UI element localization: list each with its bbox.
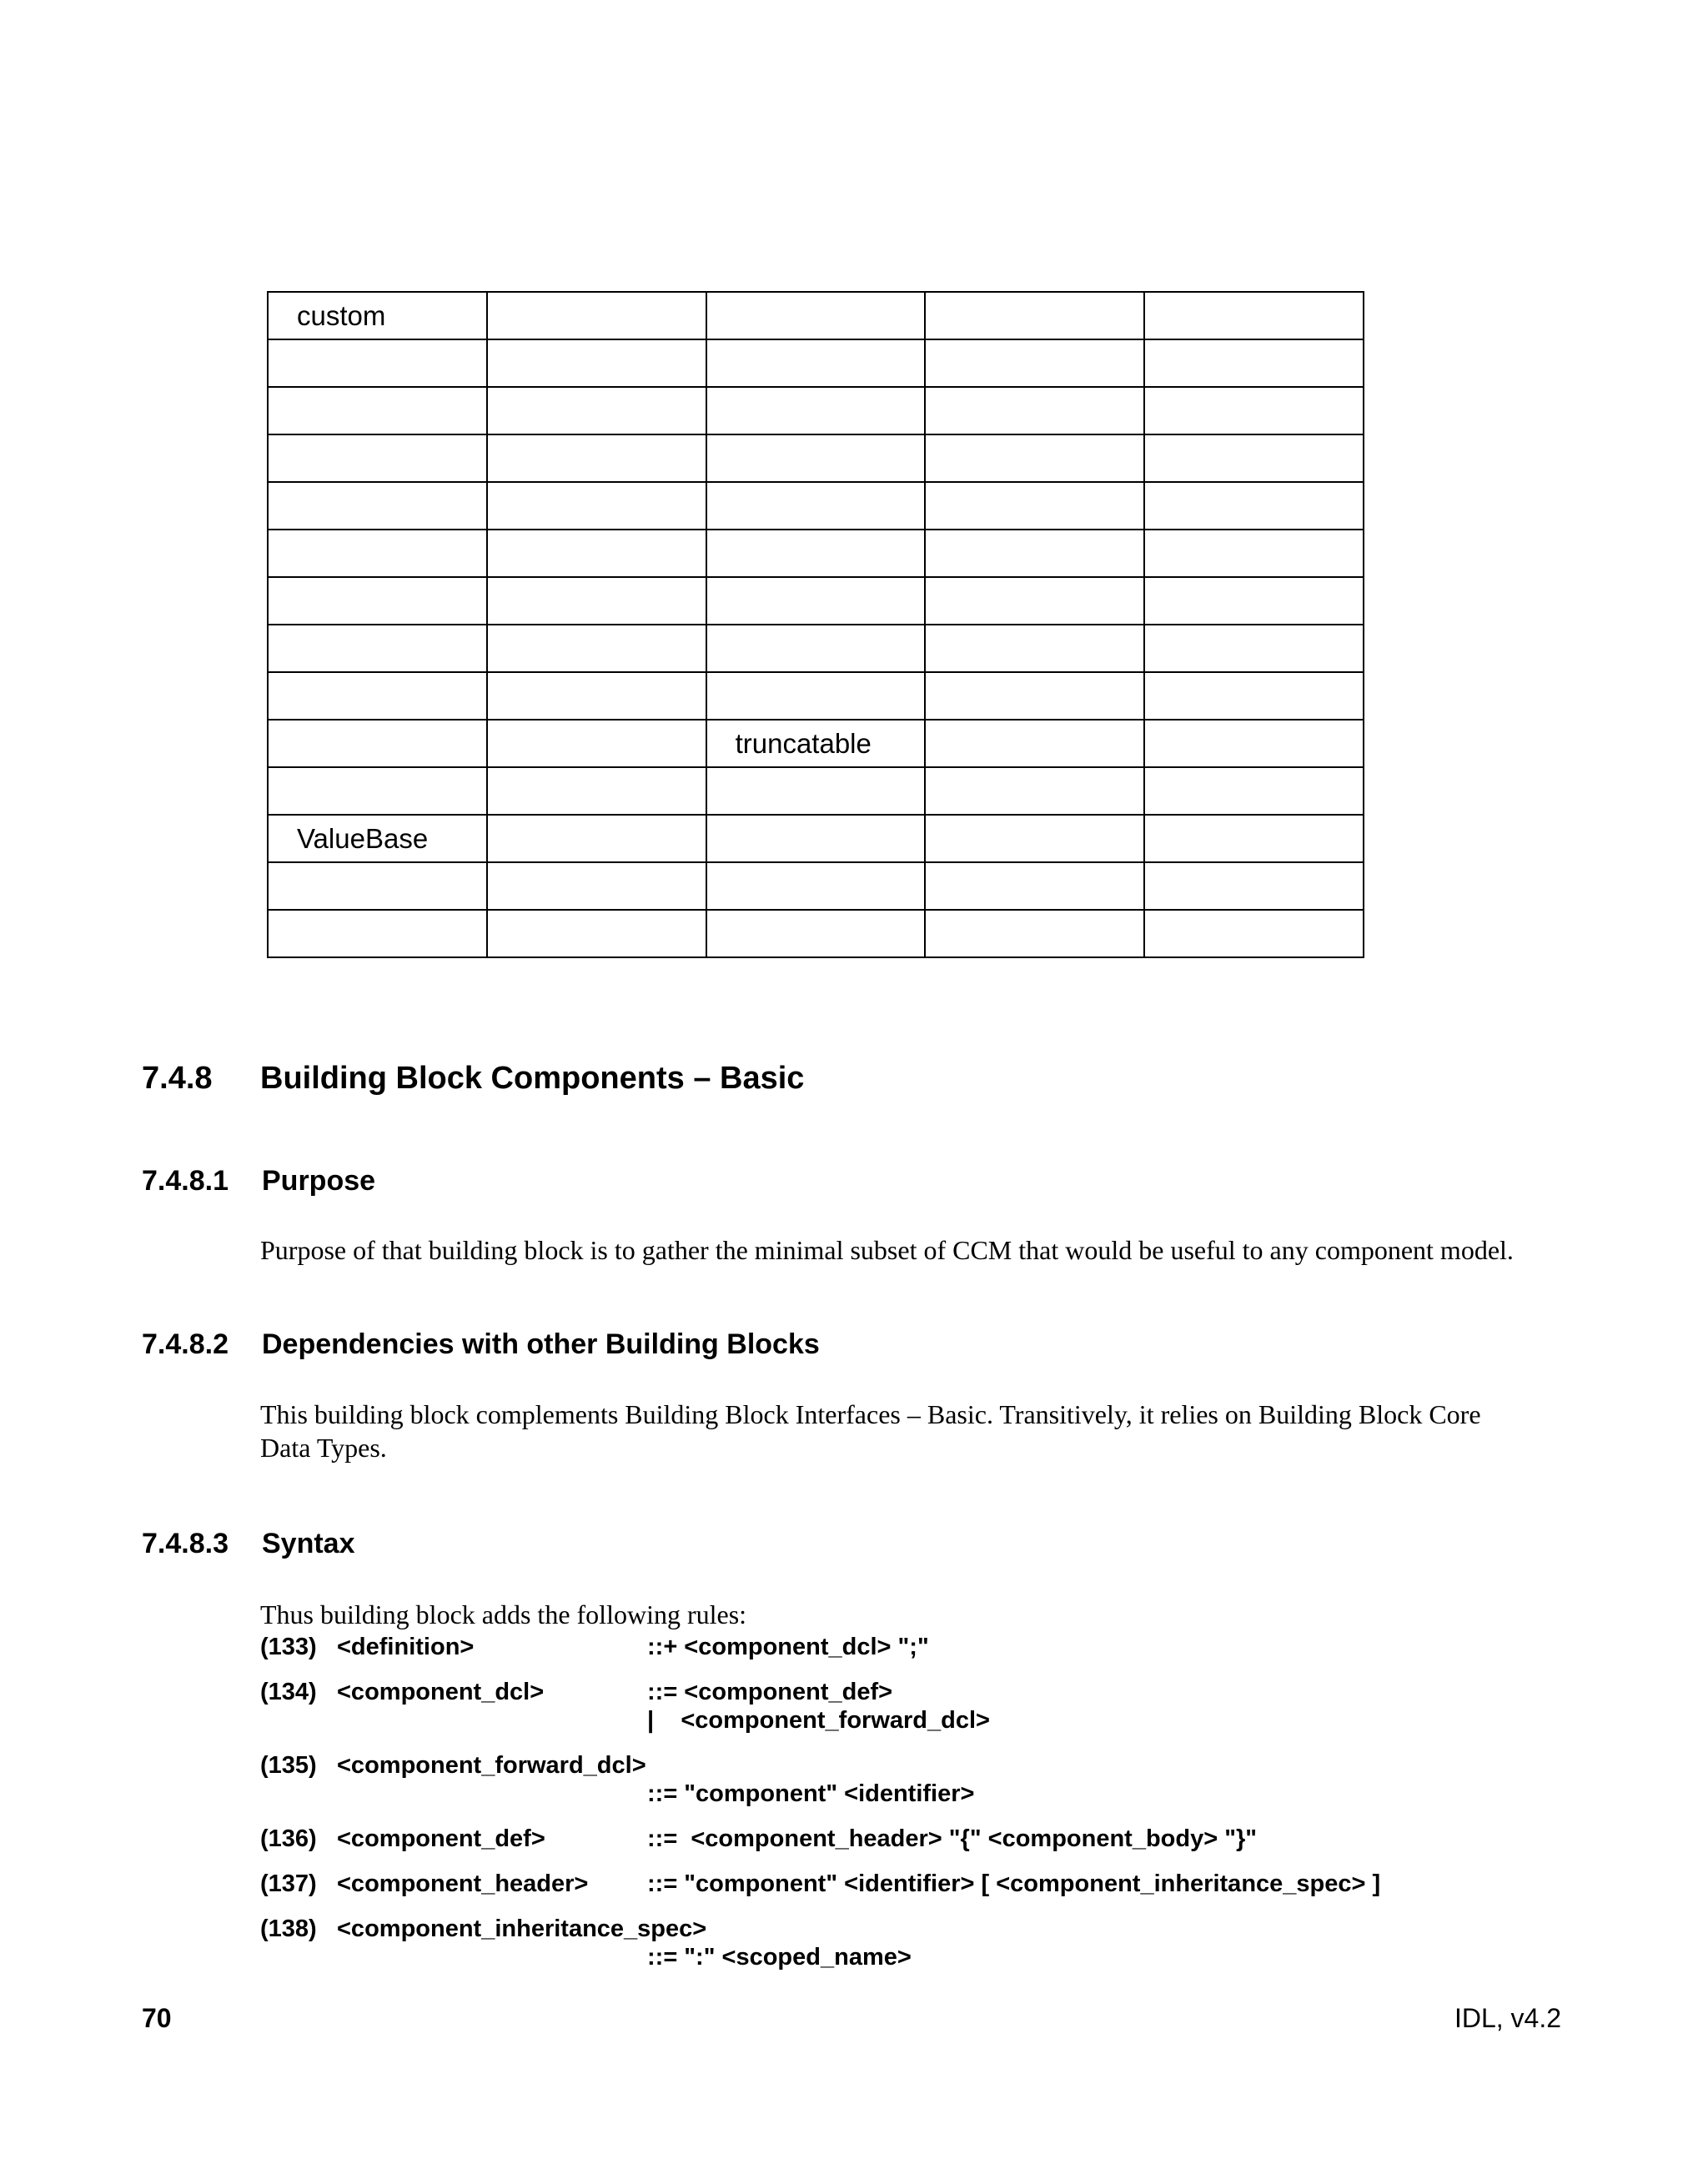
- table-cell: [706, 482, 926, 530]
- table-cell: [268, 720, 487, 767]
- table-cell: [487, 767, 706, 815]
- table-cell: [268, 767, 487, 815]
- table-cell: [1144, 672, 1364, 720]
- table-cell: [487, 862, 706, 910]
- table-cell: [268, 482, 487, 530]
- table-cell: [925, 815, 1144, 862]
- section-title: Building Block Components – Basic: [260, 1061, 805, 1096]
- table-cell: [1144, 720, 1364, 767]
- table-row: [268, 862, 1364, 910]
- table-cell: [268, 530, 487, 577]
- table-cell: [268, 672, 487, 720]
- syntax-heading: [142, 1528, 355, 1560]
- table-cell: [706, 767, 926, 815]
- table-cell: [268, 625, 487, 672]
- table-cell: [1144, 387, 1364, 434]
- table-row: [268, 387, 1364, 434]
- table-cell: [925, 482, 1144, 530]
- dependencies-number: 7.4.8.2: [142, 1328, 229, 1360]
- table-cell: [706, 530, 926, 577]
- table-cell: [487, 672, 706, 720]
- table-cell: [1144, 625, 1364, 672]
- table-cell: [706, 434, 926, 482]
- page-number: 70: [142, 2003, 172, 2033]
- table-cell: [268, 339, 487, 387]
- dependencies-line-1: This building block complements Building Block Interfaces – Basic. Transitively, it relies on Building Block Core: [260, 1399, 1481, 1429]
- table-cell: [925, 577, 1144, 625]
- rule-number: (137): [260, 1870, 317, 1897]
- table-cell: [487, 482, 706, 530]
- table-cell: [706, 577, 926, 625]
- dependencies-title: Dependencies with other Building Blocks: [262, 1328, 820, 1360]
- rule-number: (135): [260, 1752, 317, 1779]
- rule-continuation: ::= "component" <identifier>: [647, 1780, 975, 1807]
- table-cell: truncatable: [706, 720, 926, 767]
- table-cell: [268, 387, 487, 434]
- table-cell: [925, 910, 1144, 957]
- table-cell: [268, 862, 487, 910]
- table-cell: [487, 434, 706, 482]
- table-cell: [706, 339, 926, 387]
- table-cell: [1144, 434, 1364, 482]
- table-cell: [487, 292, 706, 339]
- table-cell: [925, 720, 1144, 767]
- table-cell: [1144, 482, 1364, 530]
- table-cell: [706, 815, 926, 862]
- table-cell: [1144, 815, 1364, 862]
- table-cell: [925, 767, 1144, 815]
- table-row: [268, 434, 1364, 482]
- rule-number: (133): [260, 1634, 317, 1660]
- table-cell: [1144, 339, 1364, 387]
- table-row: [268, 910, 1364, 957]
- purpose-number: 7.4.8.1: [142, 1165, 229, 1197]
- dependencies-heading: [142, 1328, 820, 1361]
- table-cell: [925, 434, 1144, 482]
- syntax-number: 7.4.8.3: [142, 1528, 229, 1559]
- table-cell: [487, 815, 706, 862]
- table-cell: [706, 672, 926, 720]
- section-heading: [142, 1061, 804, 1097]
- table-row: [268, 625, 1364, 672]
- table-cell: [1144, 910, 1364, 957]
- table-cell: [1144, 530, 1364, 577]
- rule-number: (136): [260, 1825, 317, 1852]
- table-cell: [487, 530, 706, 577]
- table-cell: [268, 434, 487, 482]
- rule-definition: ::+ <component_dcl> ";": [647, 1634, 929, 1660]
- section-number: 7.4.8: [142, 1061, 213, 1096]
- rule-continuation: ::= ":" <scoped_name>: [647, 1944, 912, 1971]
- table-cell: [487, 387, 706, 434]
- syntax-title: Syntax: [262, 1528, 355, 1559]
- purpose-paragraph: Purpose of that building block is to gather the minimal subset of CCM that would be useful to any component model.: [260, 1235, 1514, 1265]
- table-cell: [706, 862, 926, 910]
- table-cell: [1144, 767, 1364, 815]
- keyword-table: [267, 291, 1364, 958]
- table-cell: [268, 910, 487, 957]
- rule-number: (138): [260, 1915, 317, 1942]
- table-cell: [1144, 577, 1364, 625]
- table-row: [268, 720, 1364, 767]
- table-cell: [925, 339, 1144, 387]
- table-row: [268, 672, 1364, 720]
- table-cell: [487, 577, 706, 625]
- table-cell: [925, 862, 1144, 910]
- table-cell: [706, 387, 926, 434]
- table-row: [268, 815, 1364, 862]
- table-cell: [487, 910, 706, 957]
- rule-continuation: | <component_forward_dcl>: [647, 1707, 990, 1734]
- table-cell: custom: [268, 292, 487, 339]
- table-cell: [925, 292, 1144, 339]
- table-row: [268, 530, 1364, 577]
- document-id: IDL, v4.2: [1454, 2003, 1561, 2033]
- table-cell: [925, 387, 1144, 434]
- rule-definition: ::= <component_def>: [647, 1679, 893, 1705]
- table-cell: [1144, 862, 1364, 910]
- table-row: [268, 577, 1364, 625]
- table-cell: [487, 625, 706, 672]
- rule-name: <component_header>: [337, 1870, 589, 1897]
- syntax-intro: Thus building block adds the following rules:: [260, 1599, 747, 1629]
- table-cell: [487, 339, 706, 387]
- table-row: [268, 767, 1364, 815]
- rule-number: (134): [260, 1679, 317, 1705]
- rule-definition: ::= <component_header> "{" <component_body> "}": [647, 1825, 1258, 1852]
- table-row: [268, 292, 1364, 339]
- purpose-title: Purpose: [262, 1165, 376, 1197]
- table-cell: [268, 577, 487, 625]
- purpose-heading: [142, 1165, 375, 1197]
- rule-name: <component_def>: [337, 1825, 545, 1852]
- table-cell: [925, 530, 1144, 577]
- table-row: [268, 339, 1364, 387]
- rule-name: <component_forward_dcl>: [337, 1752, 646, 1779]
- table-cell: [487, 720, 706, 767]
- rule-name: <component_inheritance_spec>: [337, 1915, 707, 1942]
- dependencies-line-2: Data Types.: [260, 1433, 387, 1463]
- table-cell: [706, 910, 926, 957]
- table-row: [268, 482, 1364, 530]
- rule-name: <component_dcl>: [337, 1679, 545, 1705]
- table-cell: [925, 672, 1144, 720]
- rule-name: <definition>: [337, 1634, 475, 1660]
- rule-definition: ::= "component" <identifier> [ <component_inheritance_spec> ]: [647, 1870, 1381, 1897]
- dependencies-paragraph: [260, 1398, 1578, 1464]
- table-cell: ValueBase: [268, 815, 487, 862]
- table-cell: [925, 625, 1144, 672]
- table-cell: [706, 292, 926, 339]
- table-cell: [706, 625, 926, 672]
- table-cell: [1144, 292, 1364, 339]
